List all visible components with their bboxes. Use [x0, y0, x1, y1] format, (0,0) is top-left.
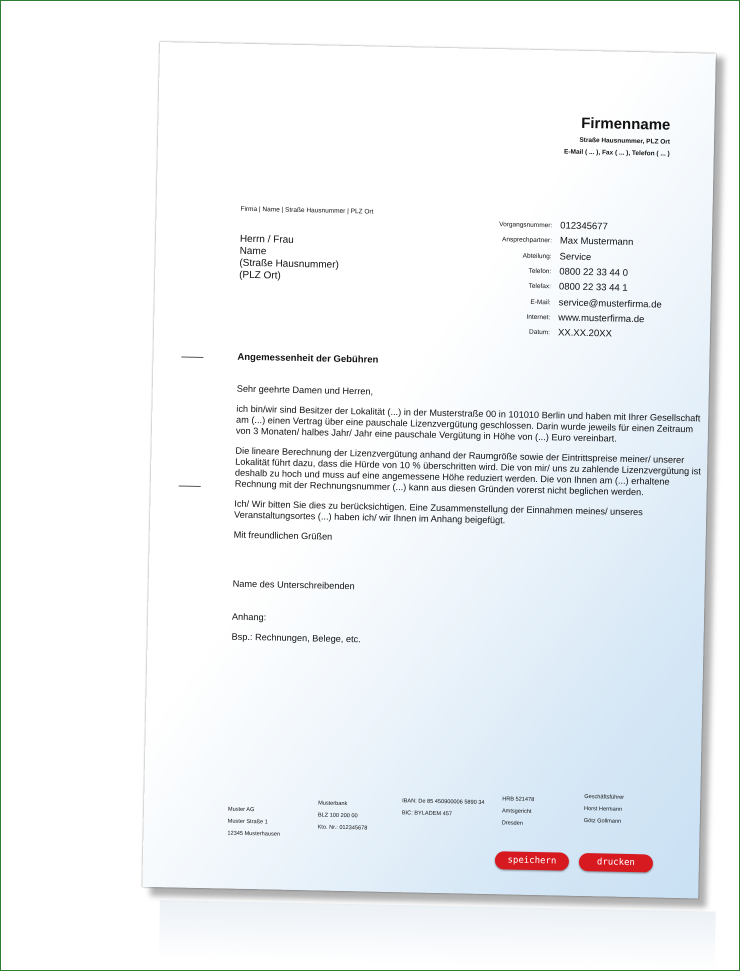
- footer-line: Amtsgericht: [501, 808, 532, 815]
- info-row: [454, 323, 661, 343]
- footer-line: Musterbank: [318, 800, 348, 808]
- info-label: Abteilung:: [522, 252, 552, 260]
- letter-body: [231, 384, 707, 662]
- attachment-text: Bsp.: Rechnungen, Belege, etc.: [231, 631, 361, 645]
- info-value: 012345677: [560, 220, 608, 233]
- page-reflection: [159, 900, 716, 972]
- info-block: [454, 216, 664, 343]
- sender-line: Firma | Name | Straße Hausnummer | PLZ Ort: [240, 205, 374, 216]
- info-value: service@musterfirma.de: [558, 297, 662, 311]
- print-button[interactable]: drucken: [579, 853, 653, 873]
- footer-iban: [402, 795, 485, 821]
- recipient-city: (PLZ Ort): [239, 269, 281, 282]
- info-label: Internet:: [526, 313, 551, 322]
- footer-line: Muster AG: [227, 806, 255, 814]
- signature-name: Name des Unterschreibenden: [232, 578, 355, 592]
- recipient-salutation: Herrn / Frau: [239, 233, 294, 246]
- company-name: Firmenname: [581, 114, 671, 134]
- footer-line: Horst Hermann: [583, 806, 623, 813]
- info-value: Max Mustermann: [559, 235, 634, 249]
- footer-register: [502, 793, 535, 830]
- letter-subject: Angemessenheit der Gebühren: [237, 351, 379, 366]
- info-value: 0800 22 33 44 1: [558, 281, 628, 295]
- recipient-street: (Straße Hausnummer): [239, 257, 339, 271]
- footer-line: IBAN: De 85 450900006 5890 34: [402, 798, 485, 806]
- footer-line: Geschäftsführer: [584, 794, 625, 801]
- info-value: 0800 22 33 44 0: [559, 266, 629, 279]
- info-value: XX.XX.20XX: [557, 327, 612, 340]
- footer-line: BIC: BYLADEM 457: [401, 810, 453, 818]
- fold-mark: [181, 357, 203, 358]
- info-label: Telefax:: [528, 283, 552, 291]
- footer-bank: [317, 797, 368, 834]
- letter-page: [142, 42, 716, 898]
- recipient-block: [239, 234, 339, 284]
- fold-mark: [179, 485, 201, 486]
- info-value: www.musterfirma.de: [558, 312, 645, 326]
- info-label: Datum:: [528, 329, 551, 337]
- info-label: Vorgangsnummer:: [499, 221, 553, 230]
- footer-line: Muster Straße 1: [227, 818, 268, 826]
- paragraph: Ich/ Wir bitten Sie dies zu berücksichtigen. Eine Zusammenstellung der Einnahmen meines/ unseres Veranstaltungsortes (...) haben ich/ wir Ihnen im Anhang beigefügt.: [234, 498, 643, 526]
- footer-line: Kto. Nr.: 012345678: [317, 824, 368, 832]
- footer-company: [227, 804, 280, 841]
- save-button[interactable]: speichern: [495, 851, 569, 871]
- closing: Mit freundlichen Grüßen: [233, 529, 333, 542]
- footer-line: Dresden: [501, 820, 523, 827]
- paragraph: ich bin/wir sind Besitzer der Lokalität (...) in der Musterstraße 00 in 101010 Berlin und haben mit Ihrer Gesellschaft am (...) einen Vertrag über eine pauschale Lizenzvergütung geschlossen. Darin wurde jeweils für einen Zeitraum von 3 Monaten/ halbes Jahr/ Jahr eine pauschale Vergütung in Höhe von (...) Euro vereinbart.: [235, 403, 701, 444]
- footer-line: Götz Gollmann: [583, 818, 622, 825]
- info-value: Service: [559, 251, 592, 263]
- company-address: Straße Hausnummer, PLZ Ort: [579, 136, 671, 146]
- paragraph: Die lineare Berechnung der Lizenzvergütung anhand der Raumgröße sowie der Eintrittspreise meiner/ unserer Lokalität führt dazu, dass die Hürde von 10 % überschritten wird. Die von mir/ uns zu zahlende Lizenzvergütung ist deshalb zu hoch und muss auf eine angemessene Höhe reduziert werden. Die von Ihnen am (...) erhaltene Rechnung mit der Rechnungsnummer (...) kann aus diesen Gründen vorerst nicht beglichen werden.: [234, 445, 701, 498]
- footer-line: HRB 521478: [502, 796, 535, 804]
- footer-line: BLZ 100 200 00: [317, 812, 358, 820]
- info-label: E-Mail:: [530, 298, 551, 306]
- footer-management: [584, 791, 625, 828]
- greeting: Sehr geehrte Damen und Herren,: [236, 383, 374, 397]
- company-contact: E-Mail ( ... ), Fax ( ... ), Telefon ( ... ): [564, 148, 670, 158]
- info-label: Telefon:: [528, 267, 552, 276]
- recipient-name: Name: [239, 245, 267, 258]
- footer-line: 12345 Musterhausen: [227, 830, 281, 838]
- attachment-label: Anhang:: [231, 611, 267, 623]
- info-label: Ansprechpartner:: [501, 236, 552, 245]
